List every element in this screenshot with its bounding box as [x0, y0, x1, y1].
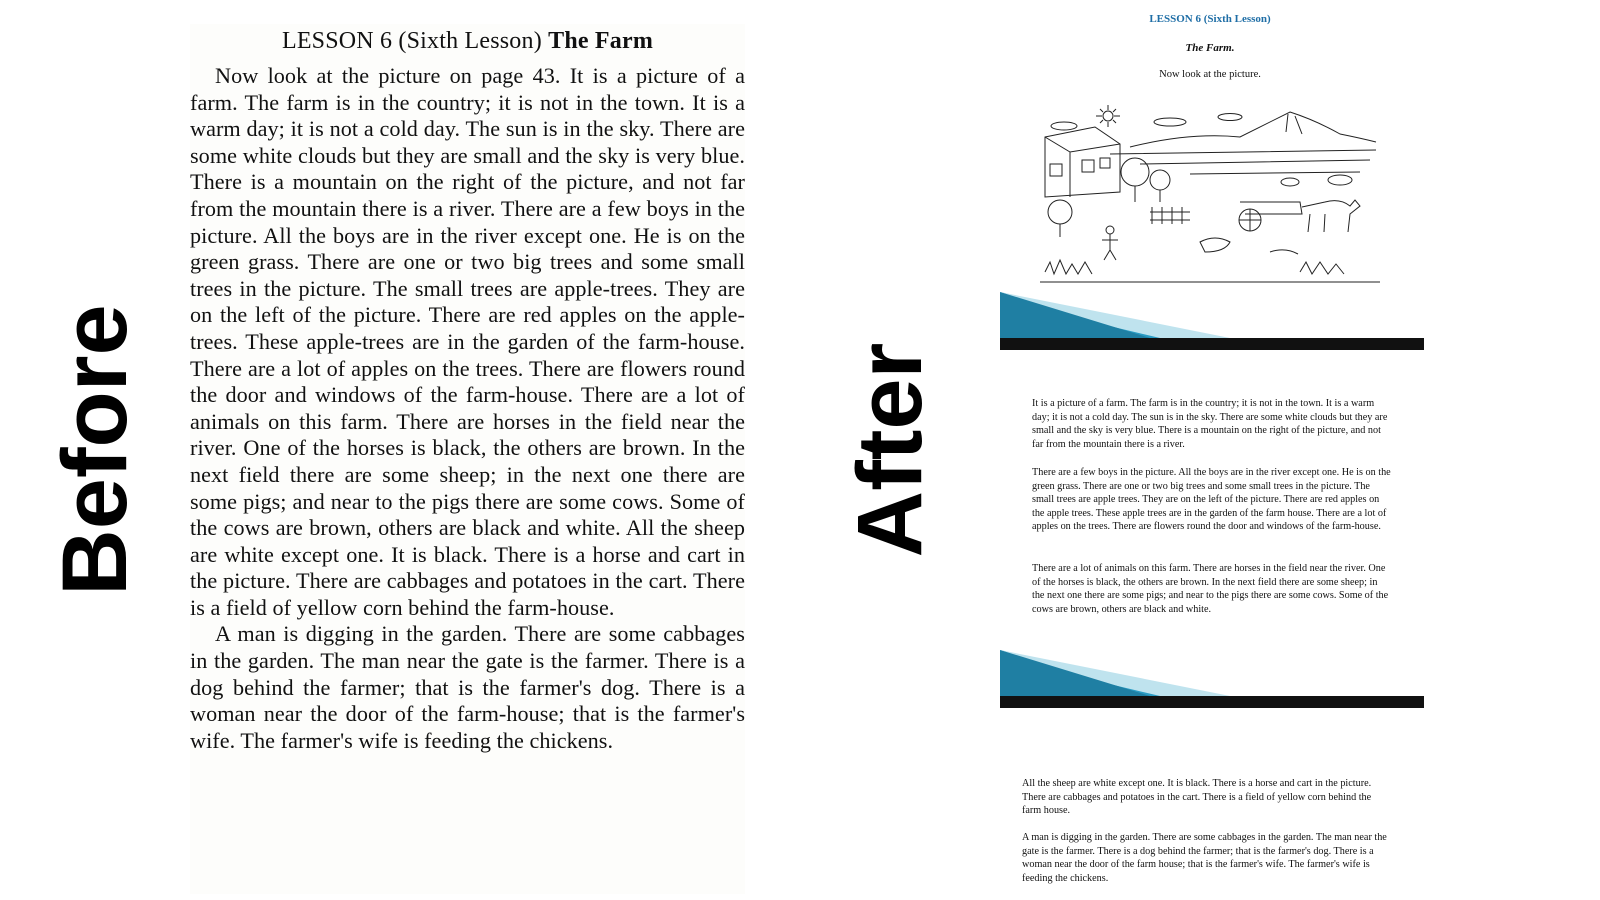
- after-paragraph-3: There are a lot of animals on this farm. There are horses in the field near the river. One of the horses is black, the others are brown. In the next field there are some sheep; in the next one there are some pigs; and near to the pigs there are some cows. Some of the cows are brown, others are black and white.: [1032, 563, 1389, 615]
- section-divider: [1000, 290, 1424, 352]
- after-paragraph-4: All the sheep are white except one. It is black. There is a horse and cart in the picture. There are cabbages and potatoes in the cart. There is a field of yellow corn behind the farm house.: [1022, 778, 1372, 817]
- after-intro: Now look at the picture.: [1159, 69, 1261, 80]
- after-paragraph-1: It is a picture of a farm. The farm is in the country; it is not in the town. It is a warm day; it is not a cold day. The sun is in the sky. There are some white clouds but they are small and the sky is very blue. There is a mountain on the right of the picture, and not far from the mountain there is a river.: [1032, 398, 1388, 450]
- before-heading-lesson: LESSON 6 (Sixth Lesson): [281, 28, 542, 54]
- after-subtitle: The Farm.: [1185, 42, 1235, 54]
- farm-illustration-icon: [1040, 102, 1380, 287]
- after-paragraph-5: A man is digging in the garden. There are some cabbages in the garden. The man near the gate is the farmer. There is a dog behind the farmer; that is the farmer's dog. There is a woman near the door of the farm house; that is the farmer's wife. The farmer's wife is feeding the chickens.: [1022, 832, 1387, 884]
- after-document-page: [1000, 0, 1420, 900]
- after-paragraph-2: There are a few boys in the picture. All the boys are in the river except one. He is on the green grass. There are one or two big trees and some small trees in the picture. The small trees are apple trees. They are on the left of the picture. There are red apples on the apple trees. These apple trees are in the garden of the farm house. There are a lot of apples on the trees. There are flowers round the door and windows of the farm-house.: [1032, 467, 1391, 533]
- before-paragraph-2: A man is digging in the garden. There are some cabbages in the garden. The man near the gate is the farmer. There is a dog behind the farmer; that is the farmer's dog. There is a woman near the door of the farm-house; that is the farmer's wife. The farmer's wife is feeding the chickens.: [190, 621, 745, 753]
- section-divider: [1000, 648, 1424, 710]
- before-heading-title: The Farm: [548, 28, 654, 54]
- after-heading: LESSON 6 (Sixth Lesson): [1149, 13, 1271, 25]
- before-label: Before: [44, 304, 146, 596]
- before-paragraph-1: Now look at the picture on page 43. It is a picture of a farm. The farm is in the country; it is not in the town. It is a warm day; it is not a cold day. The sun is in the sky. There are some white clouds but they are small and the sky is very blue. There is a mountain on the right of the picture, and not far from the mountain there is a river. There are a few boys in the picture. All the boys are in the river except one. He is on the green grass. There are one or two big trees and some small trees in the picture. The small trees are apple-trees. They are on the left of the picture. There are red apples on the apple-trees. These apple-trees are in the garden of the farm-house. There are a lot of apples on the trees. There are flowers round the door and windows of the farm-house. There are a lot of animals on this farm. There are horses in the field near the river. One of the horses is black, the others are brown. In the next field there are some sheep; in the next one there are some pigs; and near to the pigs there are some cows. Some of the cows are brown, others are black and white. All the sheep are white except one. It is black. There is a horse and cart in the picture. There are cabbages and potatoes in the cart. There is a field of yellow corn behind the farm-house.: [190, 63, 745, 620]
- after-label: After: [839, 342, 941, 558]
- before-scanned-page: [190, 24, 745, 894]
- before-heading: [190, 28, 745, 55]
